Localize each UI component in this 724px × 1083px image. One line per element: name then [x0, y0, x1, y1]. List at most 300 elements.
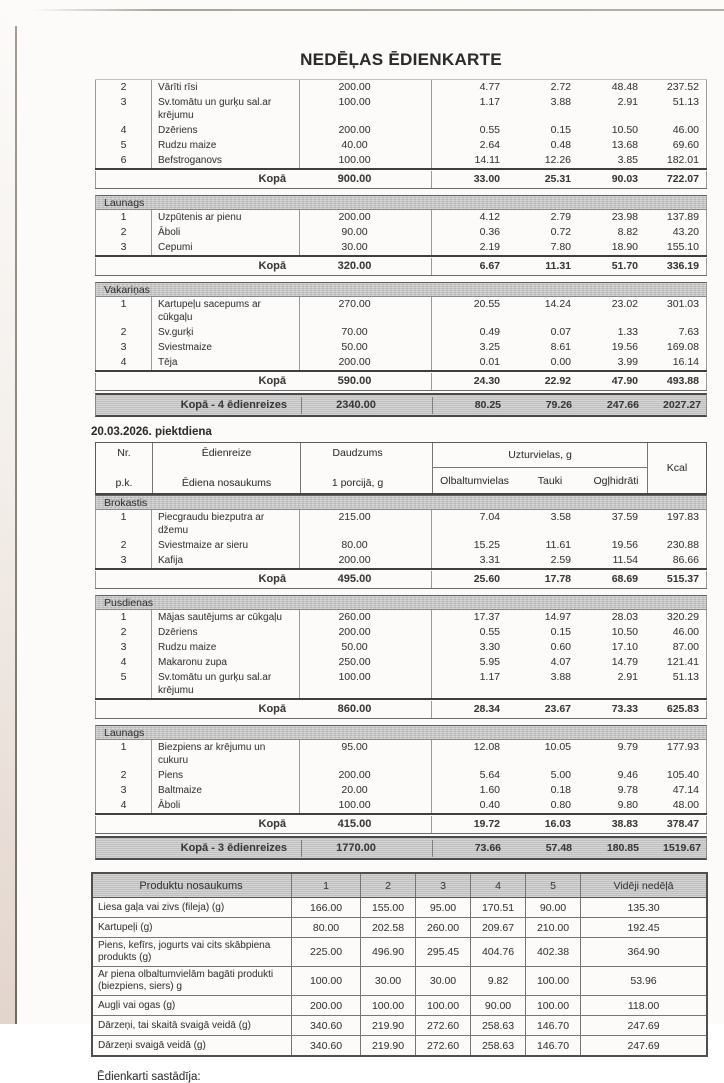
product-day1: 340.60 [292, 1036, 361, 1055]
product-day2: 30.00 [361, 967, 416, 995]
product-week-average: 53.96 [630, 975, 657, 987]
menu-item-row [95, 138, 707, 153]
fat-value: 0.60 [550, 641, 571, 653]
dish-name: Rudzu maize [152, 138, 300, 153]
kcal-value: 121.41 [647, 655, 707, 670]
header-nutrient-columns [433, 468, 648, 493]
total-fat: 22.92 [544, 374, 571, 387]
product-row [93, 918, 706, 938]
menu-item-row [95, 510, 707, 538]
scan-edge-left-line [15, 26, 17, 1024]
protein-value: 20.55 [473, 298, 500, 310]
protein-value: 3.31 [479, 554, 500, 566]
product-row [93, 938, 706, 967]
product-day1: 225.00 [292, 938, 361, 966]
fat-value: 0.07 [550, 326, 571, 338]
kcal-value: 69.60 [647, 138, 707, 153]
portion-grams: 100.00 [300, 153, 432, 168]
carb-value: 3.99 [617, 356, 638, 368]
meal-section-header [95, 282, 707, 297]
protein-value: 3.25 [479, 341, 500, 353]
kcal-value: 86.66 [647, 553, 707, 568]
meal-section-title: Launags [104, 196, 145, 209]
product-day5: 146.70 [526, 1016, 581, 1035]
product-row [93, 967, 706, 996]
menu-item-row [95, 225, 707, 240]
total-grams: 320.00 [300, 258, 432, 275]
header-dish [153, 443, 301, 493]
meal-section-title: Vakariņas [104, 283, 150, 296]
product-week-average: 247.69 [627, 1039, 660, 1052]
total-kcal: 515.37 [647, 571, 707, 588]
product-week-average: 247.69 [627, 1019, 660, 1032]
total-carb: 47.90 [611, 374, 638, 387]
total-protein: 33.00 [473, 172, 500, 185]
carb-value: 14.79 [611, 656, 638, 668]
protein-value: 5.95 [479, 656, 500, 668]
row-number: 3 [95, 783, 152, 798]
total-carb: 38.83 [611, 817, 638, 830]
product-day5: 210.00 [526, 918, 581, 937]
dish-name: Baltmaize [152, 783, 300, 798]
grand-total-carb: 247.66 [606, 398, 639, 411]
product-day4: 170.51 [471, 898, 526, 917]
carb-value: 17.10 [611, 641, 638, 653]
kcal-value: 320.29 [647, 610, 707, 625]
product-day3: 272.60 [416, 1016, 471, 1035]
products-header-day5: 5 [526, 874, 581, 897]
product-day2: 496.90 [361, 938, 416, 966]
carb-value: 1.33 [617, 326, 638, 338]
protein-value: 1.17 [479, 96, 500, 108]
product-name: Liesa gaļa vai zivs (fileja) (g) [93, 898, 292, 917]
meal-section-header [95, 495, 707, 510]
dish-name: Sviestmaize [152, 340, 300, 355]
menu-grand-total-row [95, 836, 707, 860]
product-day3: 95.00 [416, 898, 471, 917]
total-kcal: 378.47 [647, 816, 707, 833]
products-header-day1: 1 [292, 874, 361, 897]
dish-name: Āboli [152, 225, 300, 240]
kcal-value: 230.88 [647, 538, 707, 553]
carb-value: 2.91 [617, 96, 638, 108]
carb-value: 2.91 [617, 671, 638, 683]
grand-total-fat: 57.48 [545, 841, 572, 854]
total-fat: 17.78 [544, 572, 571, 585]
fat-value: 2.72 [550, 81, 571, 93]
fat-value: 8.61 [550, 341, 571, 353]
row-number: 3 [95, 240, 152, 255]
menu-item-row [95, 297, 707, 325]
total-carb: 51.70 [611, 259, 638, 272]
portion-grams: 200.00 [300, 768, 432, 783]
header-nr [96, 443, 153, 493]
row-number: 2 [95, 225, 152, 240]
scan-edge-top-line [32, 9, 724, 11]
carb-value: 48.48 [611, 81, 638, 93]
header-fat: Tauki [537, 474, 563, 487]
carb-value: 37.59 [611, 511, 638, 523]
total-label: Kopā [95, 816, 300, 833]
kcal-value: 7.63 [647, 325, 707, 340]
menu-item-row [95, 783, 707, 798]
protein-value: 14.11 [474, 154, 500, 166]
row-number: 6 [95, 153, 152, 168]
total-carb: 68.69 [611, 572, 638, 585]
product-row [93, 1036, 706, 1055]
product-name: Dārzeņi, tai skaitā svaigā veidā (g) [93, 1016, 292, 1035]
total-grams: 495.00 [300, 571, 432, 588]
menu-item-row [95, 538, 707, 553]
menu-grand-total-row [95, 393, 707, 417]
row-number: 1 [95, 297, 152, 325]
total-label: Kopā [95, 373, 300, 390]
protein-value: 3.30 [479, 641, 500, 653]
fat-value: 3.88 [550, 96, 571, 108]
product-day4: 9.82 [471, 967, 526, 995]
total-kcal: 493.88 [647, 373, 707, 390]
product-week-average: 135.30 [627, 901, 660, 914]
portion-grams: 50.00 [300, 640, 432, 655]
fat-value: 10.05 [544, 741, 571, 753]
row-number: 2 [95, 538, 152, 553]
total-protein: 25.60 [473, 572, 500, 585]
product-week-average: 118.00 [627, 999, 660, 1012]
product-day3: 272.60 [416, 1036, 471, 1055]
fat-value: 2.79 [550, 211, 571, 223]
kcal-value: 87.00 [647, 640, 707, 655]
row-number: 2 [95, 80, 152, 95]
kcal-value: 182.01 [647, 153, 707, 168]
products-header-day2: 2 [361, 874, 416, 897]
protein-value: 0.49 [479, 326, 500, 338]
dish-name: Vārīti rīsi [152, 80, 300, 95]
dish-name: Tēja [152, 355, 300, 370]
header-nutrients: Uzturvielas, g [433, 443, 648, 468]
protein-value: 2.64 [479, 139, 500, 151]
header-kcal: Kcal [666, 462, 688, 474]
meal-section-title: Launags [104, 726, 145, 739]
product-name: Augļi vai ogas (g) [93, 996, 292, 1015]
fat-value: 0.18 [550, 784, 571, 796]
product-day4: 209.67 [471, 918, 526, 937]
product-day2: 219.90 [361, 1036, 416, 1055]
grand-total-fat: 79.26 [545, 398, 572, 411]
header-carb: Ogļhidrāti [593, 474, 639, 487]
product-day4: 258.63 [471, 1036, 526, 1055]
menu-item-row [95, 625, 707, 640]
menu-item-row [95, 79, 707, 95]
fat-value: 14.97 [544, 611, 571, 623]
portion-grams: 70.00 [300, 325, 432, 340]
total-label: Kopā [95, 171, 300, 188]
portion-grams: 50.00 [300, 340, 432, 355]
portion-grams: 200.00 [300, 80, 432, 95]
products-header-average: Vidēji nedēļā [613, 879, 674, 892]
dish-name: Sv.tomātu un gurķu sal.ar krējumu [152, 95, 300, 123]
portion-grams: 200.00 [300, 625, 432, 640]
dish-name: Uzpūtenis ar pienu [152, 210, 300, 225]
total-grams: 900.00 [300, 171, 432, 188]
row-number: 5 [95, 670, 152, 698]
menu-item-row [95, 768, 707, 783]
menu-item-row [95, 655, 707, 670]
product-day5: 100.00 [526, 996, 581, 1015]
header-nr-line1: Nr. [117, 447, 131, 459]
row-number: 1 [95, 210, 152, 225]
row-number: 2 [95, 768, 152, 783]
protein-value: 17.37 [473, 611, 500, 623]
carb-value: 19.56 [611, 539, 638, 551]
menu-item-row [95, 670, 707, 698]
meal-section-title: Pusdienas [104, 596, 154, 609]
product-name: Ar piena olbaltumvielām bagāti produkti (biezpiens, siers) g [93, 967, 292, 995]
portion-grams: 215.00 [300, 510, 432, 538]
menu-item-row [95, 355, 707, 370]
product-day1: 100.00 [292, 967, 361, 995]
header-quantity-line1: Daudzums [332, 447, 383, 459]
total-grams: 860.00 [300, 701, 432, 718]
total-carb: 90.03 [611, 172, 638, 185]
carb-value: 10.50 [611, 626, 638, 638]
portion-grams: 100.00 [300, 95, 432, 123]
kcal-value: 237.52 [647, 80, 707, 95]
menu-item-row [95, 798, 707, 813]
total-protein: 19.72 [473, 817, 500, 830]
portion-grams: 90.00 [300, 225, 432, 240]
kcal-value: 16.14 [647, 355, 707, 370]
dish-name: Rudzu maize [152, 640, 300, 655]
kcal-value: 48.00 [647, 798, 707, 813]
carb-value: 3.85 [617, 154, 638, 166]
fat-value: 14.24 [544, 298, 571, 310]
protein-value: 0.40 [479, 799, 500, 811]
kcal-value: 197.83 [647, 510, 707, 538]
product-row [93, 1016, 706, 1036]
row-number: 2 [95, 625, 152, 640]
row-number: 5 [95, 138, 152, 153]
menu-total-row [95, 568, 707, 589]
product-day5: 100.00 [526, 967, 581, 995]
portion-grams: 30.00 [300, 240, 432, 255]
product-day2: 100.00 [361, 996, 416, 1015]
kcal-value: 46.00 [647, 625, 707, 640]
total-kcal: 336.19 [647, 258, 707, 275]
total-fat: 16.03 [544, 817, 571, 830]
header-dish-label: Ēdiena nosaukums [181, 477, 272, 489]
fat-value: 5.00 [550, 769, 571, 781]
meal-section-title: Brokastis [104, 496, 148, 509]
total-fat: 23.67 [544, 702, 571, 715]
portion-grams: 200.00 [300, 123, 432, 138]
header-quantity-line2: 1 porcijā, g [331, 477, 384, 489]
row-number: 3 [95, 553, 152, 568]
dish-name: Befstroganovs [152, 153, 300, 168]
product-day3: 295.45 [416, 938, 471, 966]
grand-total-protein: 73.66 [474, 841, 501, 854]
dish-name: Sviestmaize ar sieru [152, 538, 300, 553]
product-day1: 200.00 [292, 996, 361, 1015]
kcal-value: 47.14 [647, 783, 707, 798]
dish-name: Sv.gurķi [152, 325, 300, 340]
header-meal-label: Ēdienreize [201, 447, 252, 459]
portion-grams: 200.00 [300, 210, 432, 225]
meal-section-header [95, 725, 707, 740]
protein-value: 4.12 [479, 211, 500, 223]
product-day1: 340.60 [292, 1016, 361, 1035]
carb-value: 11.54 [612, 554, 638, 566]
product-day2: 219.90 [361, 1016, 416, 1035]
meal-section-header [95, 595, 707, 610]
total-grams: 415.00 [300, 816, 432, 833]
header-protein: Olbaltumvielas [440, 474, 509, 487]
fat-value: 0.48 [550, 139, 571, 151]
menu-item-row [95, 325, 707, 340]
carb-value: 23.02 [611, 298, 638, 310]
menu-item-row [95, 153, 707, 168]
portion-grams: 95.00 [300, 740, 432, 768]
kcal-value: 105.40 [647, 768, 707, 783]
total-label: Kopā [95, 258, 300, 275]
grand-total-carb: 180.85 [606, 841, 639, 854]
menu-table-day5 [95, 495, 707, 860]
dish-name: Cepumi [152, 240, 300, 255]
product-row [93, 996, 706, 1016]
fat-value: 4.07 [550, 656, 571, 668]
portion-grams: 20.00 [300, 783, 432, 798]
products-header-day4: 4 [471, 874, 526, 897]
menu-total-row [95, 168, 707, 189]
products-table [91, 872, 708, 1057]
fat-value: 2.59 [550, 554, 571, 566]
menu-total-row [95, 370, 707, 391]
protein-value: 15.25 [473, 539, 500, 551]
product-day5: 402.38 [526, 938, 581, 966]
carb-value: 10.50 [611, 124, 638, 136]
header-nr-line2: p.k. [115, 477, 133, 489]
fat-value: 0.00 [550, 356, 571, 368]
kcal-value: 46.00 [647, 123, 707, 138]
carb-value: 9.80 [617, 799, 638, 811]
fat-value: 3.58 [550, 511, 571, 523]
product-row [93, 898, 706, 918]
dish-name: Piecgraudu biezputra ar džemu [152, 510, 300, 538]
menu-total-row [95, 813, 707, 834]
product-name: Piens, kefīrs, jogurts vai cits skābpiena produkts (g) [93, 938, 292, 966]
kcal-value: 51.13 [647, 670, 707, 698]
footer-note: Ēdienkarti sastādīja: [97, 1071, 201, 1083]
products-header-name: Produktu nosaukums [93, 874, 292, 897]
dish-name: Makaronu zupa [152, 655, 300, 670]
carb-value: 18.90 [611, 241, 638, 253]
dish-name: Piens [152, 768, 300, 783]
portion-grams: 200.00 [300, 355, 432, 370]
dish-name: Kafija [152, 553, 300, 568]
total-grams: 590.00 [300, 373, 432, 390]
portion-grams: 100.00 [300, 798, 432, 813]
date-heading: 20.03.2026. piektdiena [91, 426, 212, 438]
total-kcal: 722.07 [647, 171, 707, 188]
dish-name: Kartupeļu sacepums ar cūkgaļu [152, 297, 300, 325]
dish-name: Mājas sautējums ar cūkgaļu [152, 610, 300, 625]
dish-name: Āboli [152, 798, 300, 813]
product-day3: 30.00 [416, 967, 471, 995]
total-carb: 73.33 [611, 702, 638, 715]
kcal-value: 177.93 [647, 740, 707, 768]
portion-grams: 270.00 [300, 297, 432, 325]
product-day1: 166.00 [292, 898, 361, 917]
protein-value: 1.17 [479, 671, 500, 683]
total-protein: 28.34 [473, 702, 500, 715]
page-title: NEDĒĻAS ĒDIENKARTE [300, 50, 502, 69]
row-number: 4 [95, 655, 152, 670]
dish-name: Dzēriens [152, 625, 300, 640]
product-day3: 100.00 [416, 996, 471, 1015]
row-number: 4 [95, 123, 152, 138]
menu-item-row [95, 610, 707, 625]
menu-item-row [95, 240, 707, 255]
product-day5: 146.70 [526, 1036, 581, 1055]
total-protein: 24.30 [473, 374, 500, 387]
dish-name: Sv.tomātu un gurķu sal.ar krējumu [152, 670, 300, 698]
products-table-header [93, 874, 706, 898]
product-week-average: 364.90 [627, 946, 660, 958]
product-day2: 202.58 [361, 918, 416, 937]
carb-value: 23.98 [611, 211, 638, 223]
total-label: Kopā [95, 571, 300, 588]
grand-total-kcal: 1519.67 [663, 841, 701, 854]
dish-name: Dzēriens [152, 123, 300, 138]
row-number: 3 [95, 340, 152, 355]
dish-name: Biezpiens ar krējumu un cukuru [152, 740, 300, 768]
protein-value: 7.04 [479, 511, 500, 523]
menu-item-row [95, 123, 707, 138]
total-fat: 25.31 [544, 172, 571, 185]
kcal-value: 137.89 [647, 210, 707, 225]
grand-total-grams: 2340.00 [301, 397, 433, 414]
carb-value: 19.56 [611, 341, 638, 353]
grand-total-kcal: 2027.27 [663, 398, 701, 411]
protein-value: 0.36 [479, 226, 500, 238]
menu-total-row [95, 698, 707, 719]
menu-item-row [95, 210, 707, 225]
carb-value: 9.79 [617, 741, 638, 753]
row-number: 1 [95, 740, 152, 768]
document-content [91, 50, 715, 1083]
menu-item-row [95, 340, 707, 355]
grand-total-grams: 1770.00 [301, 840, 433, 857]
carb-value: 13.68 [611, 139, 638, 151]
product-day4: 404.76 [471, 938, 526, 966]
kcal-value: 155.10 [647, 240, 707, 255]
product-name: Kartupeļi (g) [93, 918, 292, 937]
menu-item-row [95, 640, 707, 655]
protein-value: 5.64 [479, 769, 500, 781]
row-number: 1 [95, 510, 152, 538]
total-protein: 6.67 [479, 259, 500, 272]
protein-value: 12.08 [473, 741, 500, 753]
products-header-day3: 3 [416, 874, 471, 897]
kcal-value: 43.20 [647, 225, 707, 240]
grand-total-protein: 80.25 [474, 398, 501, 411]
product-day3: 260.00 [416, 918, 471, 937]
total-label: Kopā [95, 701, 300, 718]
product-day1: 80.00 [292, 918, 361, 937]
menu-item-row [95, 553, 707, 568]
kcal-value: 51.13 [647, 95, 707, 123]
fat-value: 0.15 [550, 626, 571, 638]
menu-item-row [95, 740, 707, 768]
